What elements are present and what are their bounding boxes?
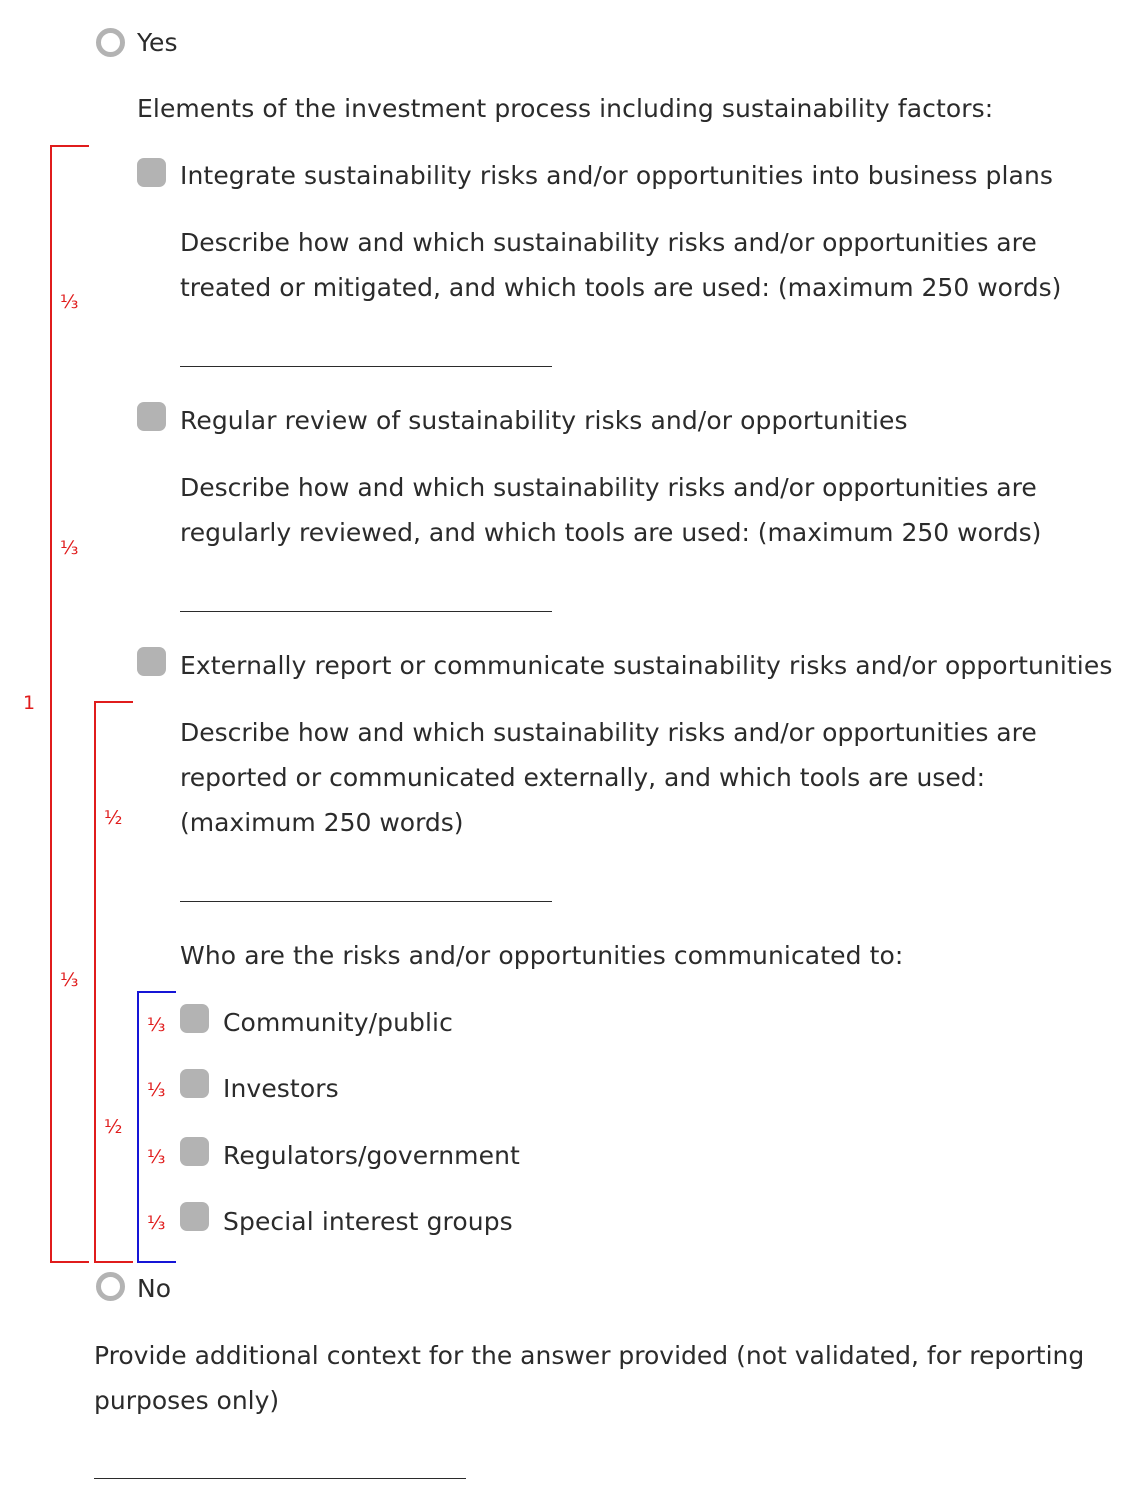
yes-label: Yes bbox=[137, 28, 178, 57]
report-describe-prompt: Describe how and which sustainability risks and/or opportunities are reported or communicated externally, and which tools are used: (maximum 250 words) bbox=[180, 718, 1037, 837]
integrate-label: Integrate sustainability risks and/or opportunities into business plans bbox=[180, 161, 1054, 190]
regulators-checkbox[interactable] bbox=[180, 1137, 209, 1166]
score-report: ⅓ bbox=[60, 969, 79, 991]
context-answer-field[interactable] bbox=[94, 1478, 466, 1479]
score-investors: ⅓ bbox=[147, 1079, 166, 1101]
special-interest-label: Special interest groups bbox=[223, 1207, 513, 1236]
score-special-interest: ⅓ bbox=[147, 1212, 166, 1234]
investors-label: Investors bbox=[223, 1074, 339, 1103]
review-describe-prompt: Describe how and which sustainability risks and/or opportunities are regularly reviewed, and which tools are used: (maximum 250 words) bbox=[180, 473, 1042, 547]
review-label: Regular review of sustainability risks and/or opportunities bbox=[180, 406, 908, 435]
score-regulators: ⅓ bbox=[147, 1146, 166, 1168]
no-radio[interactable] bbox=[96, 1272, 125, 1301]
score-total: 1 bbox=[23, 692, 36, 714]
elements-heading: Elements of the investment process including sustainability factors: bbox=[137, 94, 994, 123]
community-checkbox[interactable] bbox=[180, 1004, 209, 1033]
score-report-recipients: ½ bbox=[104, 1116, 123, 1138]
regulators-label: Regulators/government bbox=[223, 1141, 520, 1170]
score-review: ⅓ bbox=[60, 537, 79, 559]
integrate-describe-prompt: Describe how and which sustainability risks and/or opportunities are treated or mitigated, and which tools are used: (maximum 250 words) bbox=[180, 228, 1062, 302]
no-label: No bbox=[137, 1274, 172, 1303]
integrate-answer-field[interactable] bbox=[180, 366, 552, 367]
score-community: ⅓ bbox=[147, 1014, 166, 1036]
report-label: Externally report or communicate sustainability risks and/or opportunities bbox=[180, 651, 1113, 680]
review-checkbox[interactable] bbox=[137, 402, 166, 431]
report-answer-field[interactable] bbox=[180, 901, 552, 902]
investors-checkbox[interactable] bbox=[180, 1069, 209, 1098]
score-bracket-report bbox=[94, 701, 133, 1263]
integrate-checkbox[interactable] bbox=[137, 158, 166, 187]
review-answer-field[interactable] bbox=[180, 611, 552, 612]
score-integrate: ⅓ bbox=[60, 291, 79, 313]
yes-radio[interactable] bbox=[96, 28, 125, 57]
special-interest-checkbox[interactable] bbox=[180, 1202, 209, 1231]
score-report-describe: ½ bbox=[104, 807, 123, 829]
context-prompt: Provide additional context for the answer provided (not validated, for reporting purposes only) bbox=[94, 1341, 1085, 1415]
communicated-to-heading: Who are the risks and/or opportunities communicated to: bbox=[180, 941, 904, 970]
community-label: Community/public bbox=[223, 1008, 453, 1037]
report-checkbox[interactable] bbox=[137, 647, 166, 676]
